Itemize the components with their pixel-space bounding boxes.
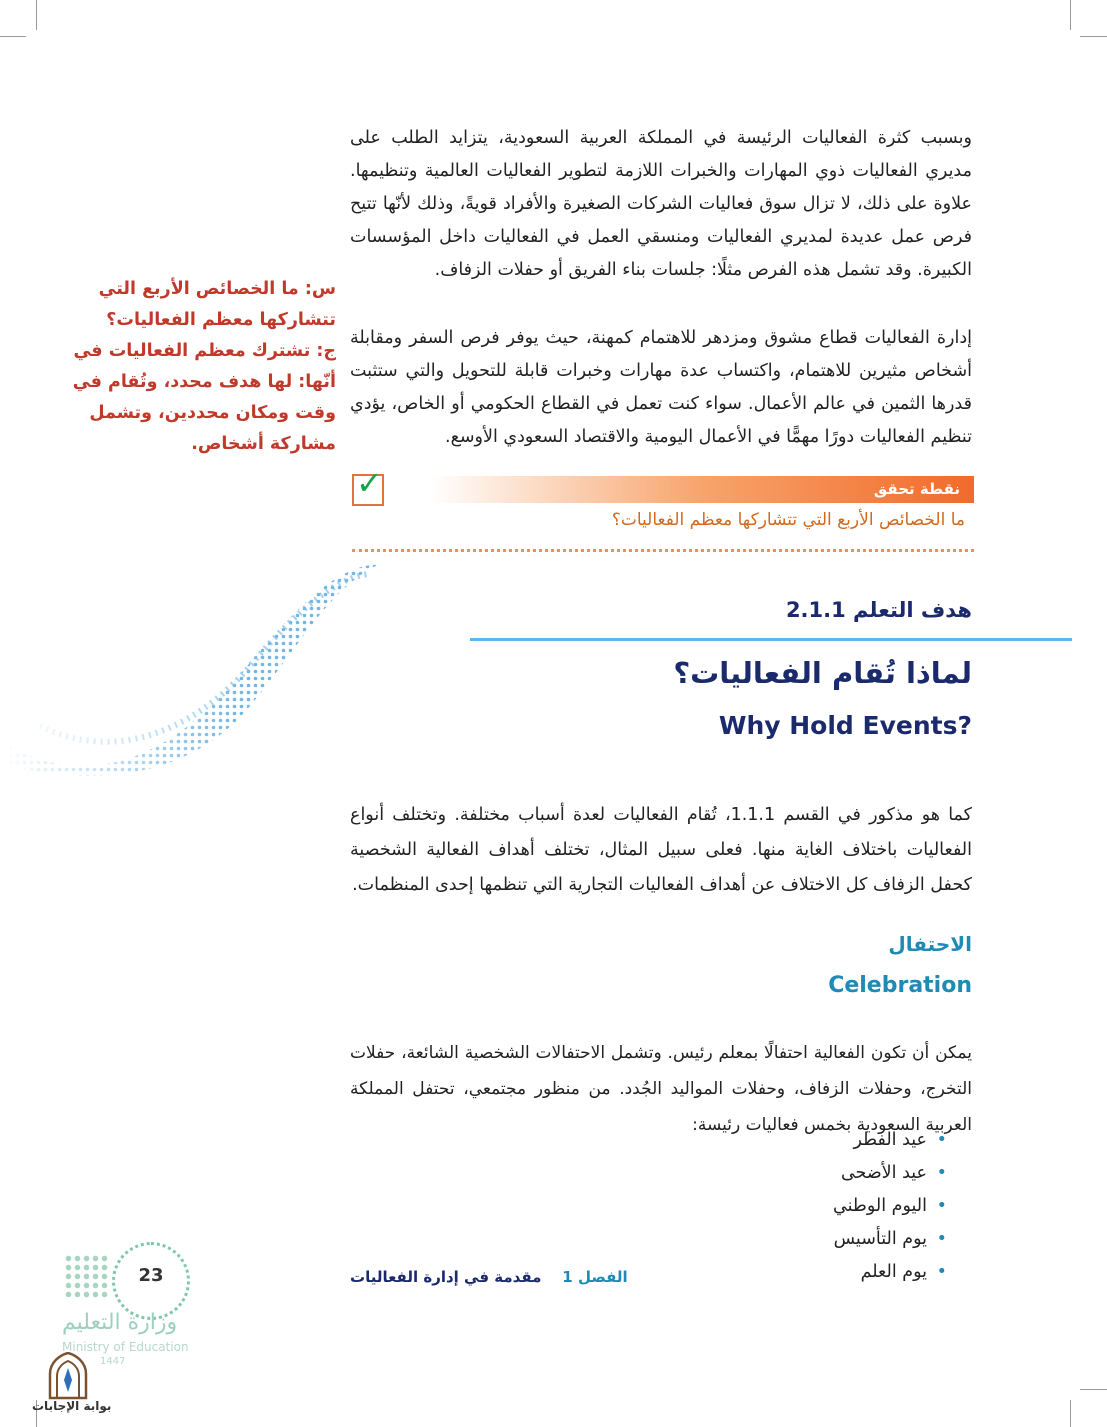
watermark-label: بوابة الإجابات <box>32 1399 112 1413</box>
dotted-divider <box>352 549 974 552</box>
list-item: عيد الفطر • <box>833 1124 947 1157</box>
body-paragraph-2: إدارة الفعاليات قطاع مشوق ومزدهر للاهتمام كمهنة، حيث يوفر فرص السفر ومقابلة أشخاص مثيرين للاهتمام، واكتساب عدة مهارات وخبرات قابلة للتحويل والتي ستثبت قدرها الثمين في عالم الأعمال. سواء كنت تعمل في القطاع الحكومي أو الخاص، يؤدي تنظيم الفعاليات دورًا مهمًّا في الأعمال اليومية والاقتصاد السعودي الأوسع. <box>350 327 972 447</box>
checkpoint-banner <box>430 476 974 503</box>
crop-mark <box>1080 1389 1107 1390</box>
crop-mark <box>1080 36 1107 37</box>
decorative-wave-graphic <box>0 556 470 786</box>
gateway-logo-icon <box>46 1352 90 1400</box>
ministry-logo-icon <box>64 1254 108 1298</box>
list-item: عيد الأضحى • <box>833 1157 947 1190</box>
margin-answer: ج: تشترك معظم الفعاليات في أنّها: لها هدف محدد، وتُقام في وقت ومكان محددين، وتشمل مشاركة أشخاص. <box>72 341 336 454</box>
holiday-list <box>833 1124 947 1289</box>
list-item: يوم التأسيس • <box>833 1223 947 1256</box>
ministry-name-arabic: وزارة التعليم <box>62 1310 178 1335</box>
heading-rule <box>470 638 1072 641</box>
section-title-english: Why Hold Events? <box>718 711 972 740</box>
footer-chapter-title: مقدمة في إدارة الفعاليات <box>350 1268 542 1286</box>
page-number: 23 <box>138 1265 164 1286</box>
margin-note <box>52 274 336 460</box>
checkpoint-label: نقطة تحقق <box>873 480 960 498</box>
body-paragraph-3: كما هو مذكور في القسم 1.1.1، تُقام الفعاليات لعدة أسباب مختلفة. وتختلف أنواع الفعاليات باختلاف الغاية منها. فعلى سبيل المثال، تختلف أهداف الفعالية الشخصية كحفل الزفاف كل الاختلاف عن أهداف الفعاليات التجارية التي تنظمها إحدى المنظمات. <box>350 804 972 895</box>
margin-question: س: ما الخصائص الأربع التي تتشاركها معظم الفعاليات؟ <box>98 279 336 330</box>
footer-chapter-number: الفصل 1 <box>562 1268 628 1286</box>
body-paragraph-1: وبسبب كثرة الفعاليات الرئيسة في المملكة العربية السعودية، يتزايد الطلب على مديري الفعاليات ذوي المهارات والخبرات اللازمة لتطوير الفعاليات العالمية وتنظيمها. علاوة على ذلك، لا تزال سوق فعاليات الشركات الصغيرة والأفراد قويةً، وذلك لأنّها تتيح فرص عمل عديدة لمديري الفعاليات ومنسقي العمل في الفعاليات داخل المؤسسات الكبيرة. وقد تشمل هذه الفرص مثلًا: جلسات بناء الفريق أو حفلات الزفاف. <box>350 127 972 280</box>
crop-mark <box>1070 1400 1071 1427</box>
subheading-english: Celebration <box>828 973 972 998</box>
crop-mark <box>0 36 26 37</box>
section-title-arabic: لماذا تُقام الفعاليات؟ <box>673 656 972 690</box>
learning-objective-label: هدف التعلم 2.1.1 <box>785 598 972 622</box>
list-item: يوم العلم • <box>833 1256 947 1289</box>
subheading-arabic: الاحتفال <box>888 932 972 956</box>
crop-mark <box>1070 0 1071 30</box>
crop-mark <box>36 0 37 30</box>
list-item: اليوم الوطني • <box>833 1190 947 1223</box>
body-paragraph-4: يمكن أن تكون الفعالية احتفالًا بمعلم رئيس. وتشمل الاحتفالات الشخصية الشائعة، حفلات التخرج، وحفلات الزفاف، وحفلات المواليد الجُدد. من منظور مجتمعي، تحتفل المملكة العربية السعودية بخمس فعاليات رئيسة: <box>350 1043 972 1135</box>
checkpoint-question: ما الخصائص الأربع التي تتشاركها معظم الفعاليات؟ <box>611 510 965 530</box>
footer-chapter <box>350 1268 628 1286</box>
checkmark-icon: ✓ <box>356 464 383 502</box>
ministry-year: 1447 <box>100 1356 126 1367</box>
ministry-name-english: Ministry of Education <box>62 1340 189 1354</box>
